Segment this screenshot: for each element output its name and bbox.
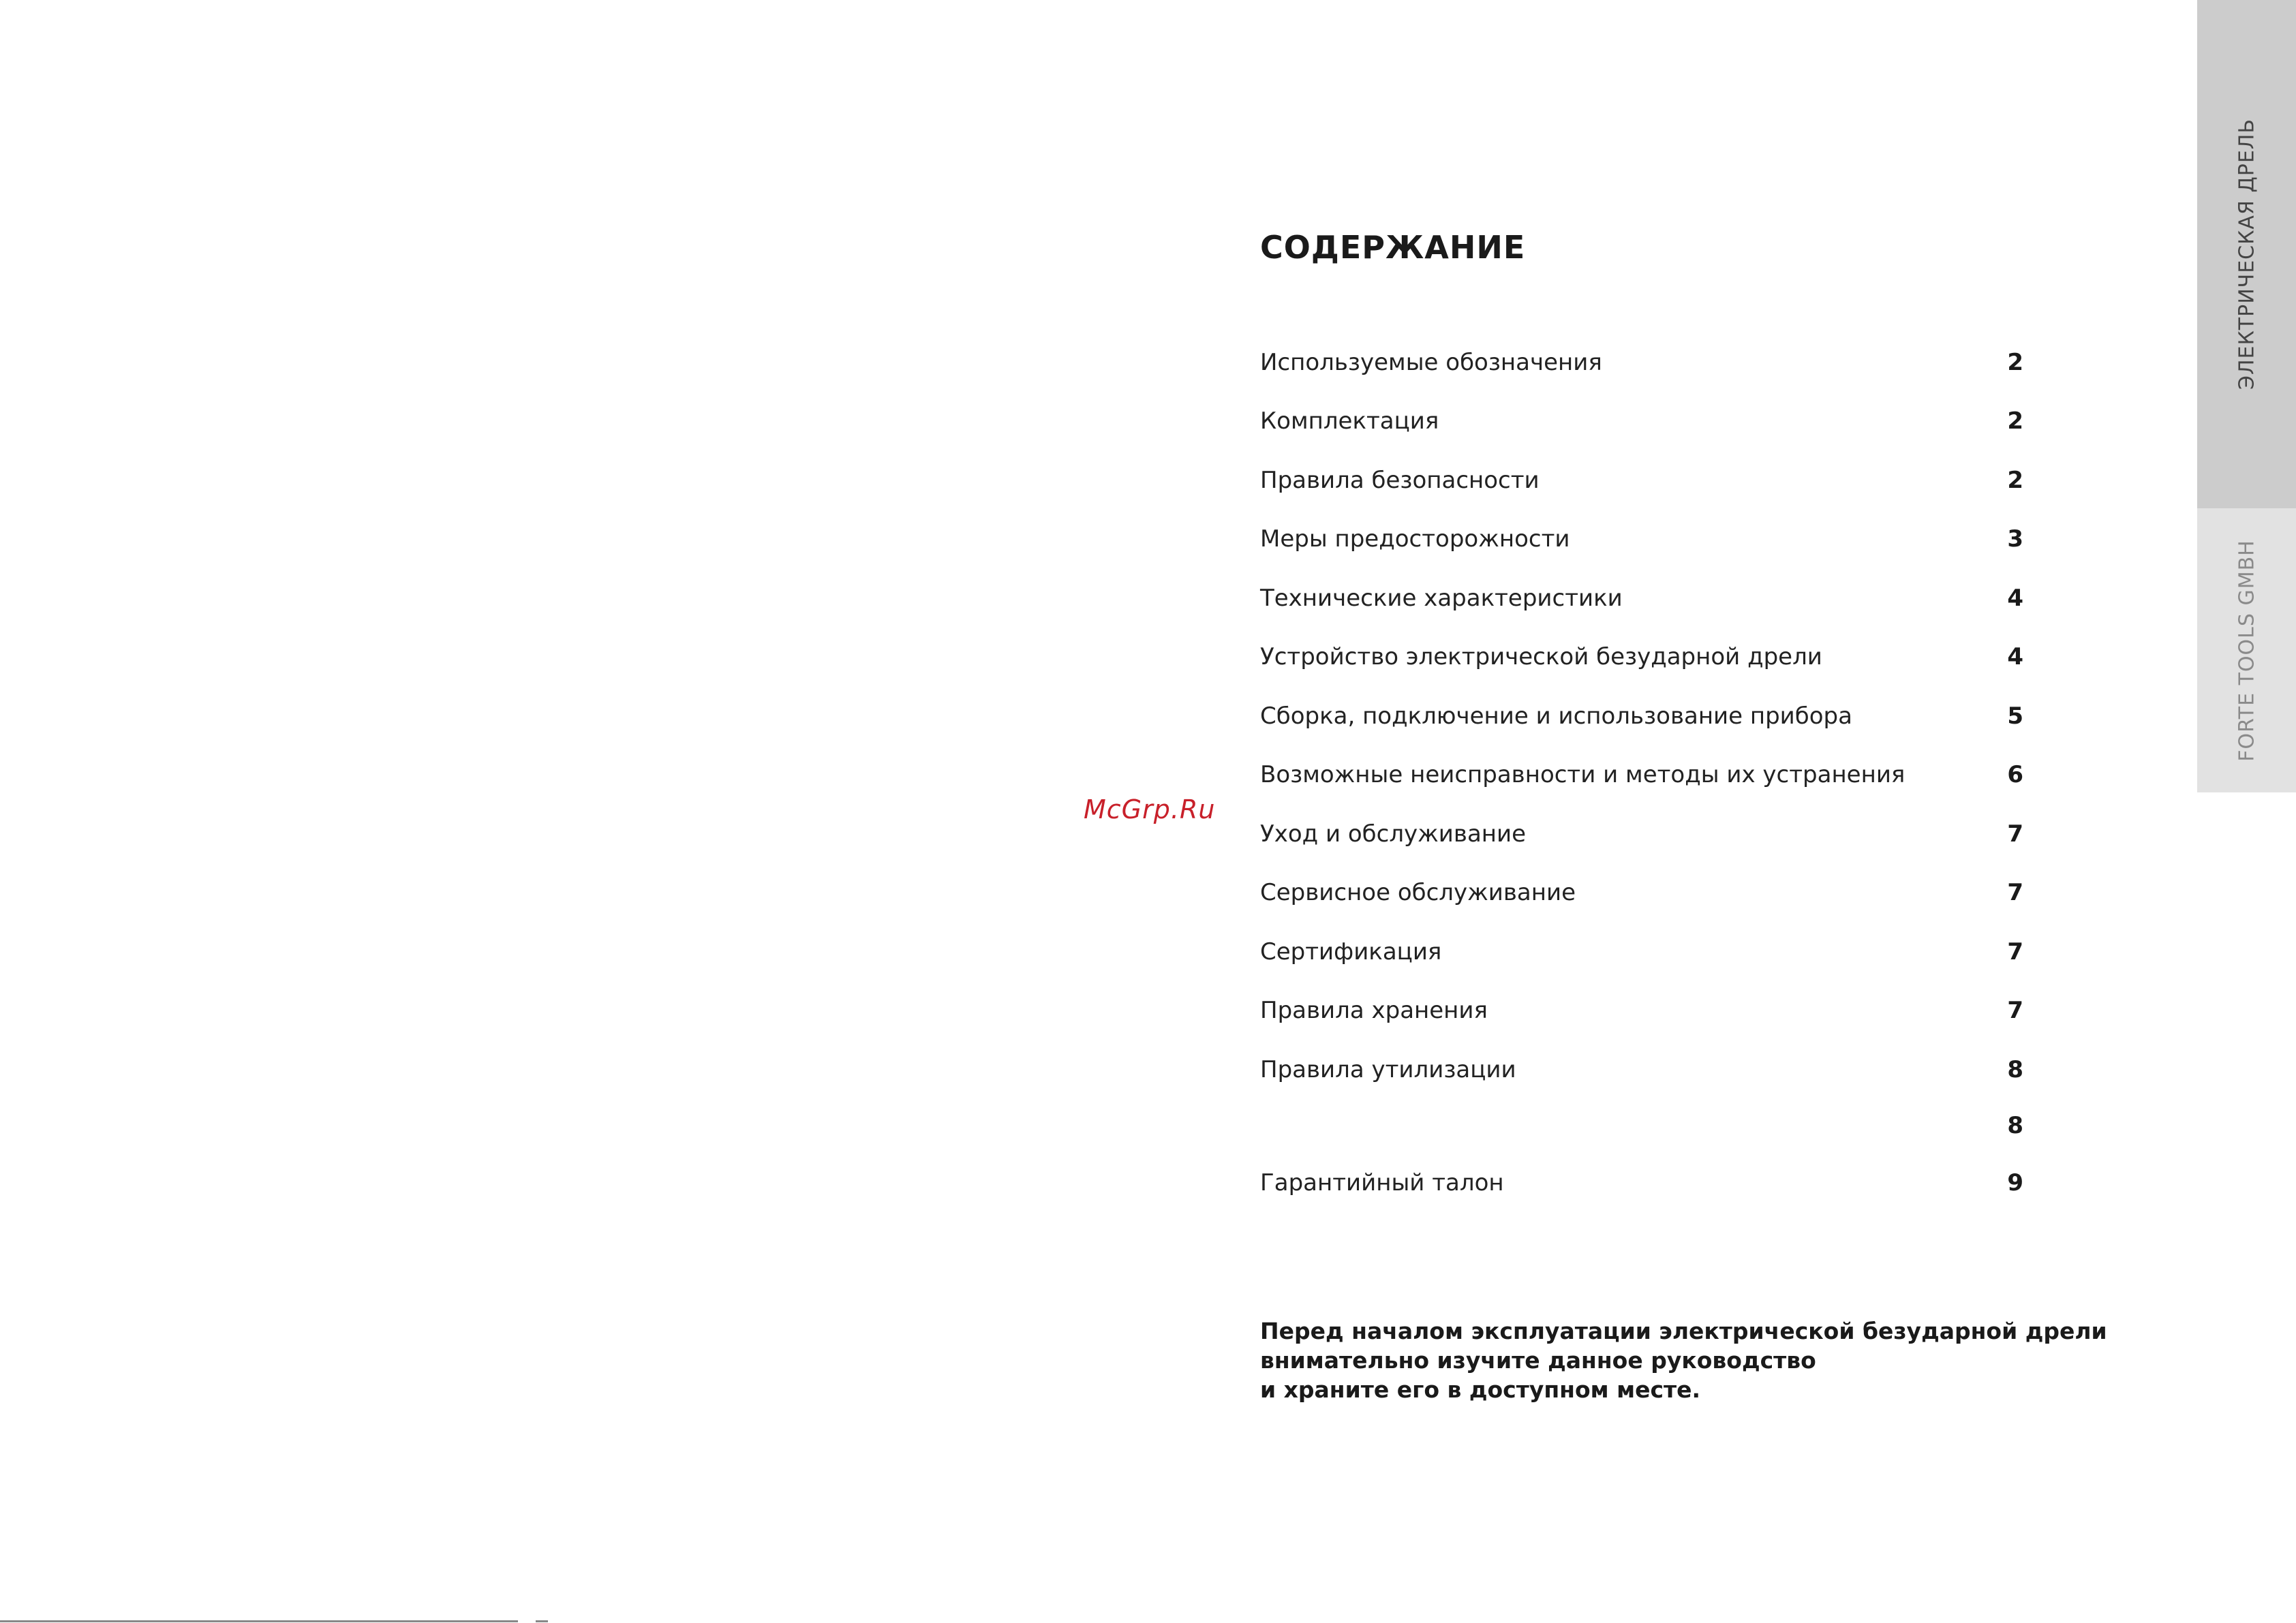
toc-entry-label: Уход и обслуживание: [1260, 820, 1527, 848]
footer-divider: [0, 1620, 518, 1622]
toc-entry-page: 2: [2007, 349, 2023, 376]
toc-entry-label: Меры предосторожности: [1260, 525, 1570, 553]
footer-mark: [536, 1620, 548, 1622]
usage-notice-line: Перед началом эксплуатации электрической безударной дрели: [1260, 1318, 2107, 1344]
toc-entry-label: Комплектация: [1260, 407, 1439, 435]
toc-entry-label: Сервисное обслуживание: [1260, 879, 1576, 906]
toc-entry[interactable]: [1260, 931, 2023, 972]
toc-entry-label: Сборка, подключение и использование прибора: [1260, 702, 1852, 730]
toc-entry[interactable]: [1260, 1105, 2023, 1146]
toc-entry-page: 4: [2007, 585, 2023, 612]
toc-entry-page: 2: [2007, 467, 2023, 494]
toc-entry[interactable]: [1260, 460, 2023, 501]
side-tab-product-label: ЭЛЕКТРИЧЕСКАЯ ДРЕЛЬ: [2235, 119, 2259, 390]
toc-entry[interactable]: [1260, 636, 2023, 677]
toc-entry-page: 8: [2007, 1056, 2023, 1083]
usage-notice: [1260, 1316, 2107, 1404]
usage-notice-line: и храните его в доступном месте.: [1260, 1376, 1701, 1403]
toc-entry[interactable]: [1260, 696, 2023, 737]
usage-notice-line: внимательно изучите данное руководство: [1260, 1347, 1816, 1374]
toc-entry[interactable]: [1260, 872, 2023, 913]
toc-entry-page: 5: [2007, 702, 2023, 730]
toc-entry-page: 8: [2007, 1112, 2023, 1139]
toc-entry-page: 7: [2007, 938, 2023, 965]
toc-entry-label: Технические характеристики: [1260, 585, 1623, 612]
side-tab-product: [2197, 0, 2296, 508]
toc-entry-label: Используемые обозначения: [1260, 349, 1602, 376]
toc-entry-page: 9: [2007, 1169, 2023, 1196]
page-title: СОДЕРЖАНИЕ: [1260, 229, 1526, 266]
toc-entry-label: Сертификация: [1260, 938, 1442, 965]
toc-entry[interactable]: [1260, 342, 2023, 383]
toc-entry-page: 2: [2007, 407, 2023, 435]
toc-entry-label: Правила безопасности: [1260, 467, 1540, 494]
toc-entry[interactable]: [1260, 814, 2023, 854]
toc-entry-page: 7: [2007, 879, 2023, 906]
toc-entry[interactable]: [1260, 578, 2023, 619]
toc-entry[interactable]: [1260, 754, 2023, 795]
toc-entry-label: Устройство электрической безударной дрели: [1260, 643, 1822, 670]
toc-entry-page: 7: [2007, 820, 2023, 848]
side-tab-brand-label: FORTE TOOLS GMBH: [2235, 539, 2259, 762]
toc-entry-page: 4: [2007, 643, 2023, 670]
toc-entry[interactable]: [1260, 990, 2023, 1031]
toc-entry[interactable]: [1260, 1049, 2023, 1090]
toc-entry-page: 6: [2007, 761, 2023, 788]
toc-entry-label: Правила утилизации: [1260, 1056, 1516, 1083]
side-tab-brand: [2197, 508, 2296, 792]
toc-entry-page: 3: [2007, 525, 2023, 553]
toc-entry-label: Правила хранения: [1260, 997, 1488, 1024]
toc-entry-label: Возможные неисправности и методы их устранения: [1260, 761, 1905, 788]
toc-entry-page: 7: [2007, 997, 2023, 1024]
toc-entry-label: Гарантийный талон: [1260, 1169, 1504, 1196]
toc-entry[interactable]: [1260, 519, 2023, 559]
toc-entry[interactable]: [1260, 1162, 2023, 1203]
toc-entry[interactable]: [1260, 401, 2023, 442]
watermark-link[interactable]: McGrp.Ru: [1084, 794, 1216, 824]
